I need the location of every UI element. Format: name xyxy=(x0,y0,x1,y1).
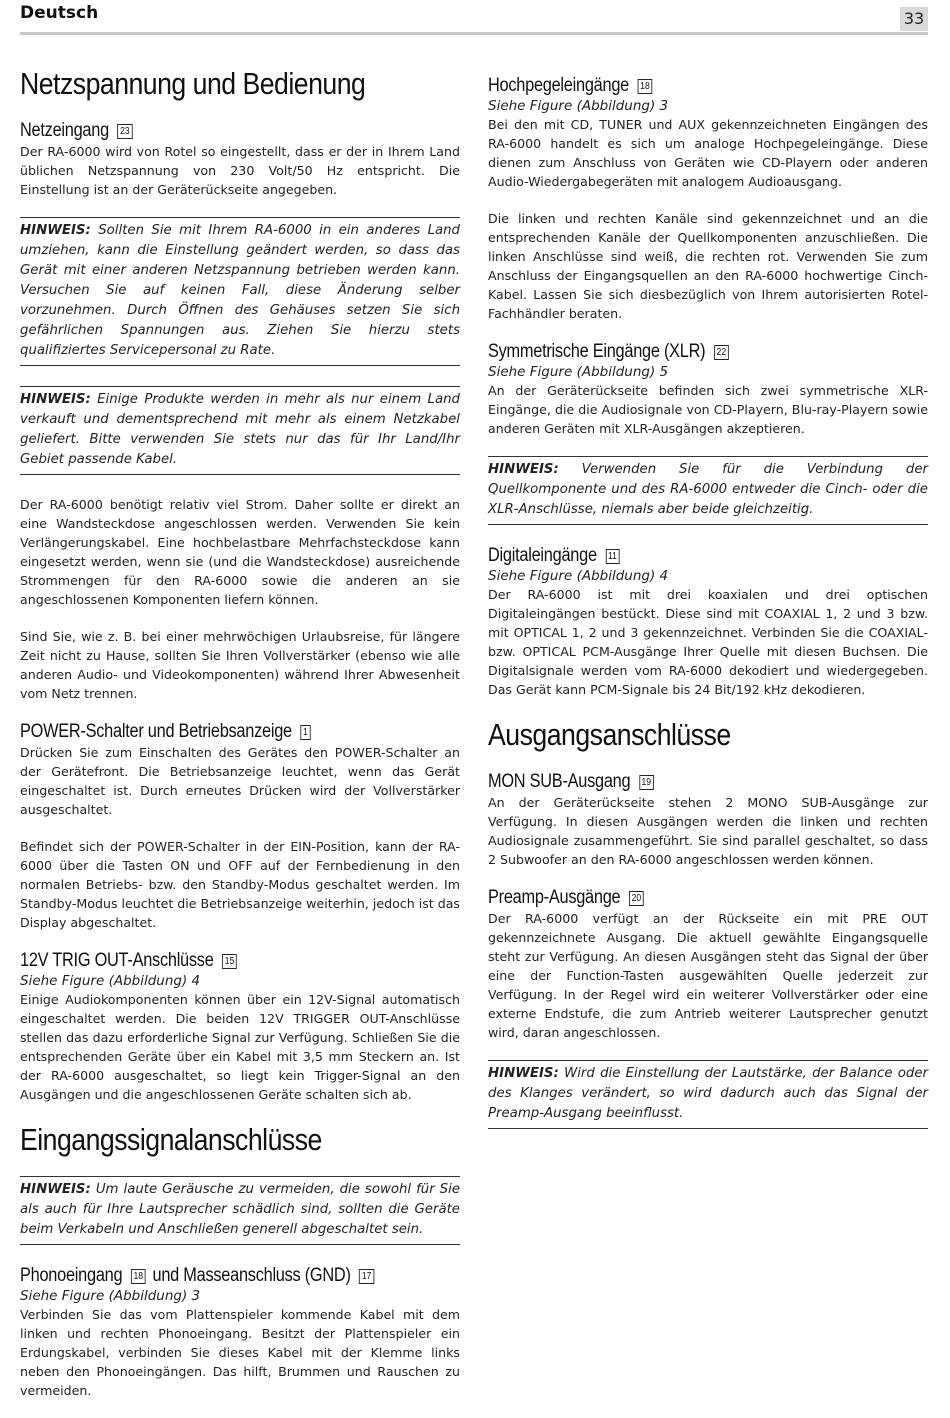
left-column xyxy=(20,60,460,1418)
trigger-text: Einige Audiokomponenten können über ein 12V-Signal automatisch eingeschaltet werden. Die beiden 12V TRIGGER OUT-Anschlüsse stellen das dazu erforderliche Signal zur Verfügung. Schließen Sie die entsprechenden Geräte über ein Kabel mit 3,5 mm Steckern an. Ist der RA-6000 ausgeschaltet, so liegt kein Trigger-Signal an den Ausgängen und die angeschlossenen Geräte schalten sich ab. xyxy=(20,992,460,1102)
digital-text: Der RA-6000 ist mit drei koaxialen und drei optischen Digitaleingängen bestückt. Diese sind mit COAXIAL 1, 2 und 3 bzw. mit OPTICAL 1, 2 und 3 gekennzeichnet. Verbinden Sie die COAXIAL- bzw. OPTICAL PCM-Ausgänge Ihrer Quelle mit diesen Buchsen. Die Digitalsignale werden vom RA-6000 dekodiert und wiedergegeben. Das Gerät kann PCM-Signale bis 24 Bit/192 kHz dekodieren. xyxy=(488,587,928,697)
line-inputs-block xyxy=(488,75,928,323)
monsub-heading-text: MON SUB-Ausgang xyxy=(488,771,631,792)
note-power-cord xyxy=(20,386,460,475)
figure-reference: Siehe Figure (Abbildung) 5 xyxy=(488,364,669,380)
trigger-heading xyxy=(20,950,398,972)
figure-reference: Siehe Figure (Abbildung) 4 xyxy=(488,568,669,584)
note-label: HINWEIS: xyxy=(20,392,91,407)
note-text: Um laute Geräusche zu vermeiden, die sowohl für Sie als auch für Ihre Lautsprecher schädlich sind, sollten die Geräte beim Verkabeln und Anschließen generell abgeschaltet sein. xyxy=(20,1182,460,1237)
power-switch-block xyxy=(20,721,460,932)
phono-heading-text: Phonoeingang xyxy=(20,1265,123,1286)
ref-badge: 23 xyxy=(118,124,133,139)
phono-heading xyxy=(20,1265,398,1287)
note-text: Wird die Einstellung der Lautstärke, der Balance oder des Klanges verändert, so wird dadurch auch das Signal der Preamp-Ausgang beeinflusst. xyxy=(488,1066,928,1121)
xlr-text: An der Geräterückseite befinden sich zwei symmetrische XLR-Eingänge, die die Audiosignale von CD-Playern, Blu-ray-Playern sowie anderen Geräten mit XLR-Ausgängen akzeptieren. xyxy=(488,383,928,436)
preamp-block xyxy=(488,887,928,1042)
digital-heading xyxy=(488,545,866,567)
absence-paragraph: Sind Sie, wie z. B. bei einer mehrwöchigen Urlaubsreise, für längere Zeit nicht zu Hause, sollten Sie Ihren Vollverstärker (ebenso wie alle anderen Audio- und Videokomponenten) während Ihrer Abwesenheit vom Netz trennen. xyxy=(20,629,460,701)
ref-badge: 15 xyxy=(222,954,237,969)
ref-badge: 11 xyxy=(605,549,619,564)
digital-block xyxy=(488,545,928,699)
xlr-block xyxy=(488,341,928,438)
page-header xyxy=(20,0,928,35)
line-inputs-text-1: Bei den mit CD, TUNER und AUX gekennzeichneten Eingängen des RA-6000 handelt es sich um analoge Hochpegeleingänge. Diese dienen zum Anschluss von Geräten wie CD-Playern oder anderen Audio-Wiedergabegeräten mit analogem Audioausgang. xyxy=(488,117,928,189)
phono-text: Verbinden Sie das vom Plattenspieler kommende Kabel mit dem linken und rechten Phonoeingang. Besitzt der Plattenspieler ein Erdungskabel, verbinden Sie dieses Kabel mit der Klemme links neben den Phonoeingängen. Das hilft, Brummen und Rauschen zu vermeiden. xyxy=(20,1307,460,1398)
netzeingang-heading-text: Netzeingang xyxy=(20,120,109,141)
note-label: HINWEIS: xyxy=(20,1182,91,1197)
ref-badge: 18 xyxy=(131,1269,146,1284)
preamp-heading xyxy=(488,887,866,909)
line-inputs-text-2: Die linken und rechten Kanäle sind gekennzeichnet und an die entsprechenden Kanäle der Quellkomponenten anzuschließen. Die linken Anschlüsse sind weiß, die rechten rot. Verwenden Sie zum Anschluss der Eingangsquellen an den RA-6000 hochwertige Cinch-Kabel. Lassen Sie sich diesbezüglich von Ihrem autorisierten Rotel-Fachhändler beraten. xyxy=(488,211,928,321)
netzeingang-block xyxy=(20,120,460,199)
digital-heading-text: Digitaleingänge xyxy=(488,545,597,566)
ref-badge: 1 xyxy=(300,725,310,740)
note-cinch-xlr xyxy=(488,456,928,525)
power-switch-text-2: Befindet sich der POWER-Schalter in der EIN-Position, kann der RA-6000 über die Tasten ON und OFF auf der Fernbedienung in den normalen Betriebs- bzw. den Standby-Modus geschaltet werden. Im Standby-Modus leuchtet die Betriebsanzeige weiterhin, jedoch ist das Display abgeschaltet. xyxy=(20,839,460,930)
note-label: HINWEIS: xyxy=(20,223,91,238)
monsub-heading xyxy=(488,771,866,793)
section-title-power: Netzspannung und Bedienung xyxy=(20,66,366,101)
ref-badge: 19 xyxy=(639,775,654,790)
note-preamp xyxy=(488,1060,928,1129)
figure-reference: Siehe Figure (Abbildung) 3 xyxy=(488,98,669,114)
phono-block xyxy=(20,1265,460,1400)
note-voltage xyxy=(20,217,460,366)
monsub-text: An der Geräterückseite stehen 2 MONO SUB-Ausgänge zur Verfügung. In diesen Ausgängen werden die linken und rechten Audiosignale zusammengeführt. Sie sind parallel geschaltet, so dass 2 Subwoofer an den RA-6000 angeschlossen werden können. xyxy=(488,795,928,867)
power-supply-paragraph: Der RA-6000 benötigt relativ viel Strom. Daher sollte er direkt an eine Wandsteckdose angeschlossen werden. Verwenden Sie kein Verlängerungskabel. Eine hochbelastbare Mehrfachsteckdose kann eingesetzt werden, wenn sie (und die Wandsteckdose) ausreichende Strommengen für den RA-6000 sowie die anderen an sie angeschlossenen Komponenten liefern können. xyxy=(20,497,460,607)
line-inputs-heading-text: Hochpegeleingänge xyxy=(488,75,629,96)
ref-badge: 22 xyxy=(714,345,729,360)
xlr-heading-text: Symmetrische Eingänge (XLR) xyxy=(488,341,706,362)
netzeingang-heading xyxy=(20,120,398,142)
section-title-inputs: Eingangssignalanschlüsse xyxy=(20,1122,322,1157)
gnd-heading-text: und Masseanschluss (GND) xyxy=(152,1265,351,1286)
preamp-text: Der RA-6000 verfügt an der Rückseite ein mit PRE OUT gekennzeichnete Ausgang. Die aktuell gewählte Eingangsquelle steht zur Verfügung. An diesen Ausgängen steht das Signal der über eine der Function-Tasten ausgewählten Quelle jederzeit zur Verfügung. In der Regel wird ein weiterer Vollverstärker oder eine externe Endstufe, die zum Antrieb weiterer Lautsprecher genutzt wird, daran angeschlossen. xyxy=(488,911,928,1040)
netzeingang-text: Der RA-6000 wird von Rotel so eingestellt, dass er der in Ihrem Land üblichen Netzspannung von 230 Volt/50 Hz entspricht. Die Einstellung ist an der Geräterückseite angegeben. xyxy=(20,144,460,197)
language-label: Deutsch xyxy=(20,3,99,23)
power-switch-heading-text: POWER-Schalter und Betriebsanzeige xyxy=(20,721,292,742)
line-inputs-heading xyxy=(488,75,866,97)
right-column xyxy=(488,75,928,1149)
trigger-block xyxy=(20,950,460,1104)
preamp-heading-text: Preamp-Ausgänge xyxy=(488,887,621,908)
ref-badge: 17 xyxy=(359,1269,374,1284)
section-title-outputs: Ausgangsanschlüsse xyxy=(488,717,731,752)
trigger-heading-text: 12V TRIG OUT-Anschlüsse xyxy=(20,950,214,971)
figure-reference: Siehe Figure (Abbildung) 3 xyxy=(20,1288,201,1304)
note-label: HINWEIS: xyxy=(488,1066,559,1081)
ref-badge: 18 xyxy=(638,79,653,94)
monsub-block xyxy=(488,771,928,869)
note-label: HINWEIS: xyxy=(488,462,559,477)
power-switch-heading xyxy=(20,721,398,743)
note-noise xyxy=(20,1176,460,1245)
note-text: Sollten Sie mit Ihrem RA-6000 in ein anderes Land umziehen, kann die Einstellung geändert werden, so dass das Gerät mit einer anderen Netzspannung betrieben werden kann. Versuchen Sie auf keinen Fall, diese Änderung selber vorzunehmen. Durch Öffnen des Gehäuses setzen Sie sich gefährlichen Spannungen aus. Ziehen Sie hierzu stets qualifiziertes Servicepersonal zu Rate. xyxy=(20,223,460,358)
xlr-heading xyxy=(488,341,866,363)
ref-badge: 20 xyxy=(629,891,644,906)
note-text: Verwenden Sie für die Verbindung der Quellkomponente und des RA-6000 entweder die Cinch- oder die XLR-Anschlüsse, niemals aber beide gleichzeitig. xyxy=(488,462,928,517)
note-text: Einige Produkte werden in mehr als nur einem Land verkauft und dementsprechend mit mehr als einem Netzkabel geliefert. Bitte verwenden Sie stets nur das für Ihr Land/Ihr Gebiet passende Kabel. xyxy=(20,392,460,467)
page-number: 33 xyxy=(900,7,928,31)
power-switch-text-1: Drücken Sie zum Einschalten des Gerätes den POWER-Schalter an der Gerätefront. Die Betriebsanzeige leuchtet, wenn das Gerät eingeschaltet ist. Durch erneutes Drücken wird der Vollverstärker ausgeschaltet. xyxy=(20,745,460,817)
figure-reference: Siehe Figure (Abbildung) 4 xyxy=(20,973,201,989)
